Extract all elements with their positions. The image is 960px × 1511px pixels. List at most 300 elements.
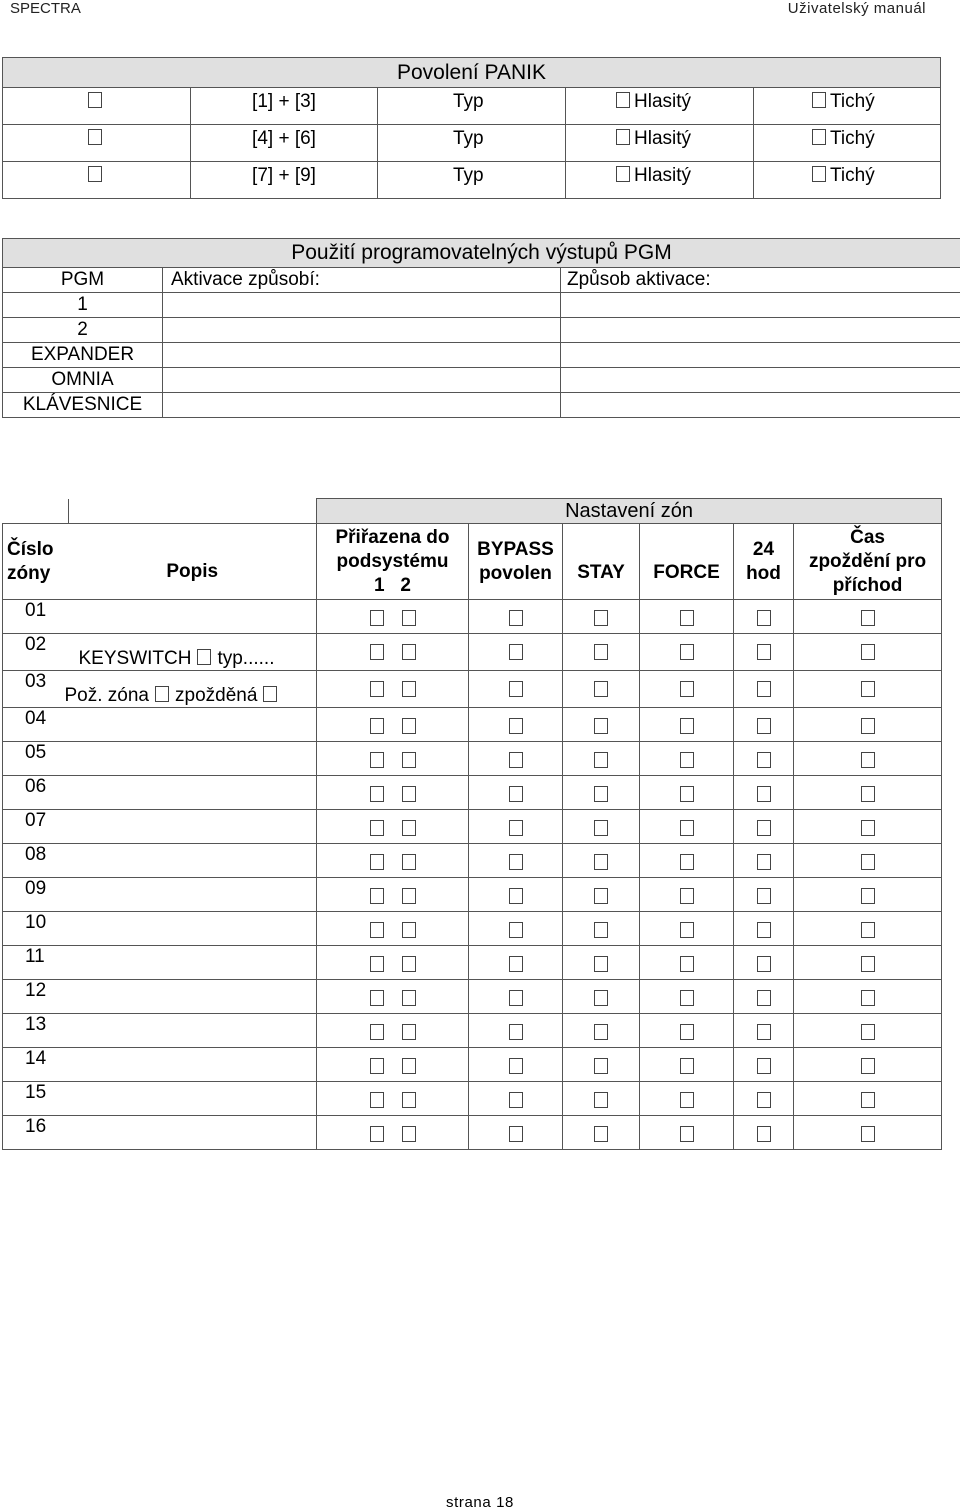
zone-option-cell (734, 1082, 794, 1116)
zone-option-cell (640, 1014, 734, 1048)
bypass-checkbox[interactable] (509, 610, 523, 626)
zone-number-header-text: Číslo zóny (7, 539, 53, 584)
zone-number: 14 (3, 1048, 69, 1082)
zone-option-cell (794, 912, 942, 946)
zone-row (3, 912, 942, 946)
zone-number: 03 (3, 671, 69, 708)
zone-option-cell (469, 708, 563, 742)
zone-option-cell (563, 1082, 640, 1116)
panic-row (3, 125, 941, 162)
bypass-checkbox[interactable] (509, 854, 523, 870)
activation-method-field[interactable] (561, 293, 960, 318)
h24-checkbox[interactable] (757, 786, 771, 802)
zone-option-cell (317, 1116, 469, 1150)
zone-option-cell (734, 634, 794, 671)
panic-enable-checkbox[interactable] (88, 92, 102, 108)
entry-delay-checkbox[interactable] (861, 1058, 875, 1074)
zone-description[interactable] (69, 600, 317, 634)
bypass-checkbox[interactable] (509, 956, 523, 972)
zone-option-cell (640, 671, 734, 708)
partition-2-checkbox[interactable] (402, 888, 416, 904)
entry-delay-checkbox[interactable] (861, 820, 875, 836)
zone-option-cell (640, 980, 734, 1014)
entry-delay-checkbox[interactable] (861, 922, 875, 938)
entry-delay-checkbox[interactable] (861, 610, 875, 626)
h24-checkbox[interactable] (757, 888, 771, 904)
zones-table-title: Nastavení zón (317, 499, 942, 524)
partition-2-checkbox[interactable] (402, 1092, 416, 1108)
zone-number: 09 (3, 878, 69, 912)
zone-option-cell (794, 1116, 942, 1150)
zone-option-cell (563, 980, 640, 1014)
zone-option-cell (469, 671, 563, 708)
partition-1-checkbox[interactable] (370, 644, 384, 660)
partition-2-checkbox[interactable] (402, 1024, 416, 1040)
stay-checkbox[interactable] (594, 854, 608, 870)
zone-option-cell (469, 776, 563, 810)
stay-checkbox[interactable] (594, 752, 608, 768)
zone-option-cell (317, 1048, 469, 1082)
zone-option-cell (794, 742, 942, 776)
bypass-header (469, 524, 563, 600)
zone-option-cell (469, 1082, 563, 1116)
zone-option-cell (640, 946, 734, 980)
panic-row (3, 88, 941, 125)
zone-option-cell (734, 878, 794, 912)
partition-1-checkbox[interactable] (370, 752, 384, 768)
zone-description[interactable] (69, 1048, 317, 1082)
zone-option-cell (317, 980, 469, 1014)
zone-option-cell (317, 844, 469, 878)
h24-checkbox[interactable] (757, 1092, 771, 1108)
zone-option-cell (317, 878, 469, 912)
panic-loud-checkbox[interactable] (616, 129, 630, 145)
panic-enable-checkbox[interactable] (88, 166, 102, 182)
zone-description[interactable] (69, 671, 317, 708)
zone-number: 10 (3, 912, 69, 946)
panic-silent-label: Tichý (830, 165, 875, 186)
h24-checkbox[interactable] (757, 1126, 771, 1142)
partition-2-checkbox[interactable] (402, 752, 416, 768)
force-checkbox[interactable] (680, 644, 694, 660)
zone-option-cell (563, 671, 640, 708)
stay-header: STAY (563, 524, 640, 600)
bypass-checkbox[interactable] (509, 786, 523, 802)
zone-description[interactable] (69, 742, 317, 776)
panic-type-label: Typ (378, 162, 566, 199)
partition-2-checkbox[interactable] (402, 644, 416, 660)
zone-option-cell (317, 810, 469, 844)
zone-option-cell (640, 1048, 734, 1082)
entry-delay-checkbox[interactable] (861, 1024, 875, 1040)
zone-option-cell (640, 810, 734, 844)
zone-row (3, 1082, 942, 1116)
panic-loud-checkbox[interactable] (616, 166, 630, 182)
zone-description[interactable] (69, 1082, 317, 1116)
zone-option-cell (734, 1048, 794, 1082)
partition-2-checkbox[interactable] (402, 681, 416, 697)
zone-number: 13 (3, 1014, 69, 1048)
partition-1-checkbox[interactable] (370, 1126, 384, 1142)
zone-number: 08 (3, 844, 69, 878)
bypass-checkbox[interactable] (509, 1024, 523, 1040)
entry-delay-header-line2: zpoždění pro (794, 550, 941, 574)
partition-1-checkbox[interactable] (370, 888, 384, 904)
zone-number: 15 (3, 1082, 69, 1116)
stay-checkbox[interactable] (594, 820, 608, 836)
zone-option-cell (640, 600, 734, 634)
zone-description[interactable] (69, 912, 317, 946)
zone-number: 16 (3, 1116, 69, 1150)
zone-option-cell (734, 1116, 794, 1150)
zone-option-cell (317, 1014, 469, 1048)
force-checkbox[interactable] (680, 752, 694, 768)
zone-option-cell (640, 844, 734, 878)
zone-option-cell (469, 600, 563, 634)
activation-method-field[interactable] (561, 318, 960, 343)
activation-method-field[interactable] (561, 393, 960, 418)
zone-option-checkbox[interactable] (155, 686, 169, 702)
partition-1-checkbox[interactable] (370, 854, 384, 870)
partition-2-checkbox[interactable] (402, 610, 416, 626)
panic-loud-checkbox[interactable] (616, 92, 630, 108)
bypass-checkbox[interactable] (509, 1092, 523, 1108)
zone-option-cell (794, 634, 942, 671)
activation-method-field[interactable] (561, 368, 960, 393)
force-checkbox[interactable] (680, 956, 694, 972)
zone-option-cell (563, 600, 640, 634)
h24-header (734, 524, 794, 600)
activation-method-field[interactable] (561, 343, 960, 368)
stay-checkbox[interactable] (594, 1058, 608, 1074)
activation-method-header: Způsob aktivace: (561, 268, 960, 293)
stay-checkbox[interactable] (594, 1024, 608, 1040)
document-header-left: SPECTRA (10, 0, 81, 17)
zone-option-cell (794, 878, 942, 912)
panic-row (3, 162, 941, 199)
zone-option-cell (794, 776, 942, 810)
h24-checkbox[interactable] (757, 956, 771, 972)
zone-option-cell (734, 671, 794, 708)
h24-checkbox[interactable] (757, 644, 771, 660)
zone-row (3, 671, 942, 708)
partition-1-checkbox[interactable] (370, 922, 384, 938)
h24-checkbox[interactable] (757, 610, 771, 626)
zone-row (3, 742, 942, 776)
stay-checkbox[interactable] (594, 1126, 608, 1142)
entry-delay-checkbox[interactable] (861, 1126, 875, 1142)
entry-delay-checkbox[interactable] (861, 644, 875, 660)
partition-1-checkbox[interactable] (370, 1092, 384, 1108)
zone-row (3, 810, 942, 844)
zone-option-cell (640, 742, 734, 776)
entry-delay-header-line1: Čas (794, 526, 941, 550)
h24-header-line1: 24 (734, 538, 793, 562)
zone-description[interactable] (69, 1014, 317, 1048)
zone-option-cell (794, 1014, 942, 1048)
h24-checkbox[interactable] (757, 752, 771, 768)
h24-checkbox[interactable] (757, 681, 771, 697)
entry-delay-checkbox[interactable] (861, 956, 875, 972)
partition-2-checkbox[interactable] (402, 786, 416, 802)
zone-row (3, 980, 942, 1014)
pgm-row-label: EXPANDER (3, 343, 163, 368)
stay-checkbox[interactable] (594, 718, 608, 734)
zone-description[interactable] (69, 810, 317, 844)
bypass-checkbox[interactable] (509, 922, 523, 938)
zone-option-cell (734, 810, 794, 844)
pgm-row-label: 1 (3, 293, 163, 318)
zone-rows (3, 600, 942, 1150)
zone-description[interactable] (69, 708, 317, 742)
zone-option-cell (794, 810, 942, 844)
zone-option-cell (563, 844, 640, 878)
zone-option-cell (469, 742, 563, 776)
partition-2-checkbox[interactable] (402, 854, 416, 870)
zone-option-cell (794, 600, 942, 634)
zone-option-cell (317, 708, 469, 742)
zone-option-cell (317, 634, 469, 671)
zone-option-cell (563, 878, 640, 912)
activation-causes-field[interactable] (163, 368, 561, 393)
bypass-checkbox[interactable] (509, 990, 523, 1006)
partition-2-checkbox[interactable] (402, 956, 416, 972)
bypass-checkbox[interactable] (509, 644, 523, 660)
bypass-checkbox[interactable] (509, 1126, 523, 1142)
zone-number-header (3, 524, 69, 600)
force-checkbox[interactable] (680, 1024, 694, 1040)
zone-option-cell (469, 946, 563, 980)
partition-1-checkbox[interactable] (370, 1058, 384, 1074)
zone-number: 12 (3, 980, 69, 1014)
zone-delayed-checkbox[interactable] (263, 686, 277, 702)
zone-option-cell (734, 1014, 794, 1048)
zone-option-cell (469, 878, 563, 912)
zone-description[interactable] (69, 776, 317, 810)
zone-option-cell (317, 600, 469, 634)
zone-option-cell (563, 946, 640, 980)
stay-checkbox[interactable] (594, 681, 608, 697)
zone-option-cell (469, 980, 563, 1014)
h24-checkbox[interactable] (757, 1058, 771, 1074)
zone-option-cell (734, 912, 794, 946)
zone-option-cell (563, 912, 640, 946)
zone-row (3, 1116, 942, 1150)
activation-causes-field[interactable] (163, 393, 561, 418)
h24-checkbox[interactable] (757, 990, 771, 1006)
panic-silent-checkbox[interactable] (812, 129, 826, 145)
force-checkbox[interactable] (680, 922, 694, 938)
h24-checkbox[interactable] (757, 820, 771, 836)
zone-number: 01 (3, 600, 69, 634)
page-number: strana 18 (0, 1494, 960, 1511)
zone-option-cell (563, 1116, 640, 1150)
h24-checkbox[interactable] (757, 1024, 771, 1040)
zone-row (3, 946, 942, 980)
bypass-checkbox[interactable] (509, 888, 523, 904)
force-checkbox[interactable] (680, 610, 694, 626)
zone-option-cell (563, 1048, 640, 1082)
zone-option-cell (794, 844, 942, 878)
h24-checkbox[interactable] (757, 854, 771, 870)
bypass-checkbox[interactable] (509, 718, 523, 734)
zone-number: 05 (3, 742, 69, 776)
zone-option-cell (317, 671, 469, 708)
zone-option-cell (563, 810, 640, 844)
zone-option-cell (794, 980, 942, 1014)
panic-loud-label: Hlasitý (634, 91, 691, 112)
panic-loud-label: Hlasitý (634, 165, 691, 186)
zone-option-cell (734, 708, 794, 742)
force-checkbox[interactable] (680, 888, 694, 904)
panic-enable-checkbox[interactable] (88, 129, 102, 145)
partition-header (317, 524, 469, 600)
force-header: FORCE (640, 524, 734, 600)
h24-checkbox[interactable] (757, 922, 771, 938)
bypass-header-line1: BYPASS (469, 538, 562, 562)
zone-option-cell (563, 708, 640, 742)
zones-table (2, 498, 942, 1150)
stay-checkbox[interactable] (594, 786, 608, 802)
force-checkbox[interactable] (680, 718, 694, 734)
entry-delay-checkbox[interactable] (861, 990, 875, 1006)
force-checkbox[interactable] (680, 786, 694, 802)
panic-type-label: Typ (378, 88, 566, 125)
force-checkbox[interactable] (680, 1058, 694, 1074)
activation-causes-field[interactable] (163, 318, 561, 343)
stay-checkbox[interactable] (594, 990, 608, 1006)
force-checkbox[interactable] (680, 990, 694, 1006)
activation-causes-field[interactable] (163, 343, 561, 368)
partition-1-checkbox[interactable] (370, 786, 384, 802)
partition-1-checkbox[interactable] (370, 956, 384, 972)
panic-silent-checkbox[interactable] (812, 166, 826, 182)
zone-option-cell (734, 946, 794, 980)
zone-option-cell (734, 844, 794, 878)
zone-option-cell (563, 776, 640, 810)
zone-row (3, 600, 942, 634)
partition-2-checkbox[interactable] (402, 718, 416, 734)
zone-option-cell (563, 742, 640, 776)
entry-delay-checkbox[interactable] (861, 888, 875, 904)
zone-option-cell (469, 634, 563, 671)
force-checkbox[interactable] (680, 1126, 694, 1142)
bypass-header-line2: povolen (469, 562, 562, 586)
zone-option-cell (734, 776, 794, 810)
activation-causes-field[interactable] (163, 293, 561, 318)
stay-checkbox[interactable] (594, 888, 608, 904)
entry-delay-checkbox[interactable] (861, 1092, 875, 1108)
zone-number: 06 (3, 776, 69, 810)
zone-description[interactable] (69, 980, 317, 1014)
zone-row (3, 776, 942, 810)
force-checkbox[interactable] (680, 1092, 694, 1108)
panic-table (2, 57, 941, 199)
entry-delay-checkbox[interactable] (861, 718, 875, 734)
zone-description-text: Pož. zóna (65, 685, 150, 706)
bypass-checkbox[interactable] (509, 752, 523, 768)
zone-option-checkbox[interactable] (197, 649, 211, 665)
entry-delay-checkbox[interactable] (861, 854, 875, 870)
zone-option-cell (640, 708, 734, 742)
zone-description[interactable] (69, 946, 317, 980)
panic-silent-checkbox[interactable] (812, 92, 826, 108)
partition-2-checkbox[interactable] (402, 922, 416, 938)
zone-option-cell (640, 1116, 734, 1150)
zone-description[interactable] (69, 1116, 317, 1150)
description-header: Popis (69, 524, 317, 600)
partition-1-checkbox[interactable] (370, 1024, 384, 1040)
entry-delay-header-line3: příchod (794, 574, 941, 598)
partition-2-checkbox[interactable] (402, 1126, 416, 1142)
partition-2-checkbox[interactable] (402, 990, 416, 1006)
stay-checkbox[interactable] (594, 956, 608, 972)
panic-keys: [1] + [3] (191, 88, 378, 125)
entry-delay-checkbox[interactable] (861, 786, 875, 802)
zone-row (3, 1014, 942, 1048)
partition-1-checkbox[interactable] (370, 681, 384, 697)
partition-1-checkbox[interactable] (370, 610, 384, 626)
zone-option-cell (317, 1082, 469, 1116)
partition-header-line3: 1 2 (317, 574, 468, 598)
zone-description[interactable] (69, 878, 317, 912)
zone-row (3, 708, 942, 742)
partition-1-checkbox[interactable] (370, 820, 384, 836)
panic-type-label: Typ (378, 125, 566, 162)
partition-1-checkbox[interactable] (370, 718, 384, 734)
bypass-checkbox[interactable] (509, 1058, 523, 1074)
zone-option-cell (640, 776, 734, 810)
zone-description-suffix: typ...... (217, 648, 274, 669)
force-checkbox[interactable] (680, 854, 694, 870)
zone-number: 07 (3, 810, 69, 844)
zone-description-suffix: zpožděná (175, 685, 257, 706)
bypass-checkbox[interactable] (509, 681, 523, 697)
pgm-row-label: KLÁVESNICE (3, 393, 163, 418)
stay-checkbox[interactable] (594, 1092, 608, 1108)
zone-option-cell (794, 1048, 942, 1082)
zone-row (3, 844, 942, 878)
stay-checkbox[interactable] (594, 922, 608, 938)
zone-option-cell (469, 810, 563, 844)
pgm-table-title: Použití programovatelných výstupů PGM (3, 239, 960, 268)
zone-description[interactable] (69, 844, 317, 878)
zone-description-text: KEYSWITCH (79, 648, 192, 669)
stay-checkbox[interactable] (594, 644, 608, 660)
panic-keys: [7] + [9] (191, 162, 378, 199)
force-checkbox[interactable] (680, 681, 694, 697)
stay-checkbox[interactable] (594, 610, 608, 626)
partition-1-checkbox[interactable] (370, 990, 384, 1006)
zone-option-cell (317, 742, 469, 776)
zone-number: 02 (3, 634, 69, 671)
zone-description[interactable] (69, 634, 317, 671)
partition-2-checkbox[interactable] (402, 1058, 416, 1074)
zone-option-cell (469, 1048, 563, 1082)
force-checkbox[interactable] (680, 820, 694, 836)
zone-option-cell (469, 844, 563, 878)
panic-silent-label: Tichý (830, 91, 875, 112)
entry-delay-checkbox[interactable] (861, 752, 875, 768)
zone-option-cell (640, 634, 734, 671)
zone-option-cell (734, 742, 794, 776)
zone-option-cell (640, 912, 734, 946)
entry-delay-checkbox[interactable] (861, 681, 875, 697)
h24-checkbox[interactable] (757, 718, 771, 734)
partition-2-checkbox[interactable] (402, 820, 416, 836)
bypass-checkbox[interactable] (509, 820, 523, 836)
partition-header-line2: podsystému (317, 550, 468, 574)
